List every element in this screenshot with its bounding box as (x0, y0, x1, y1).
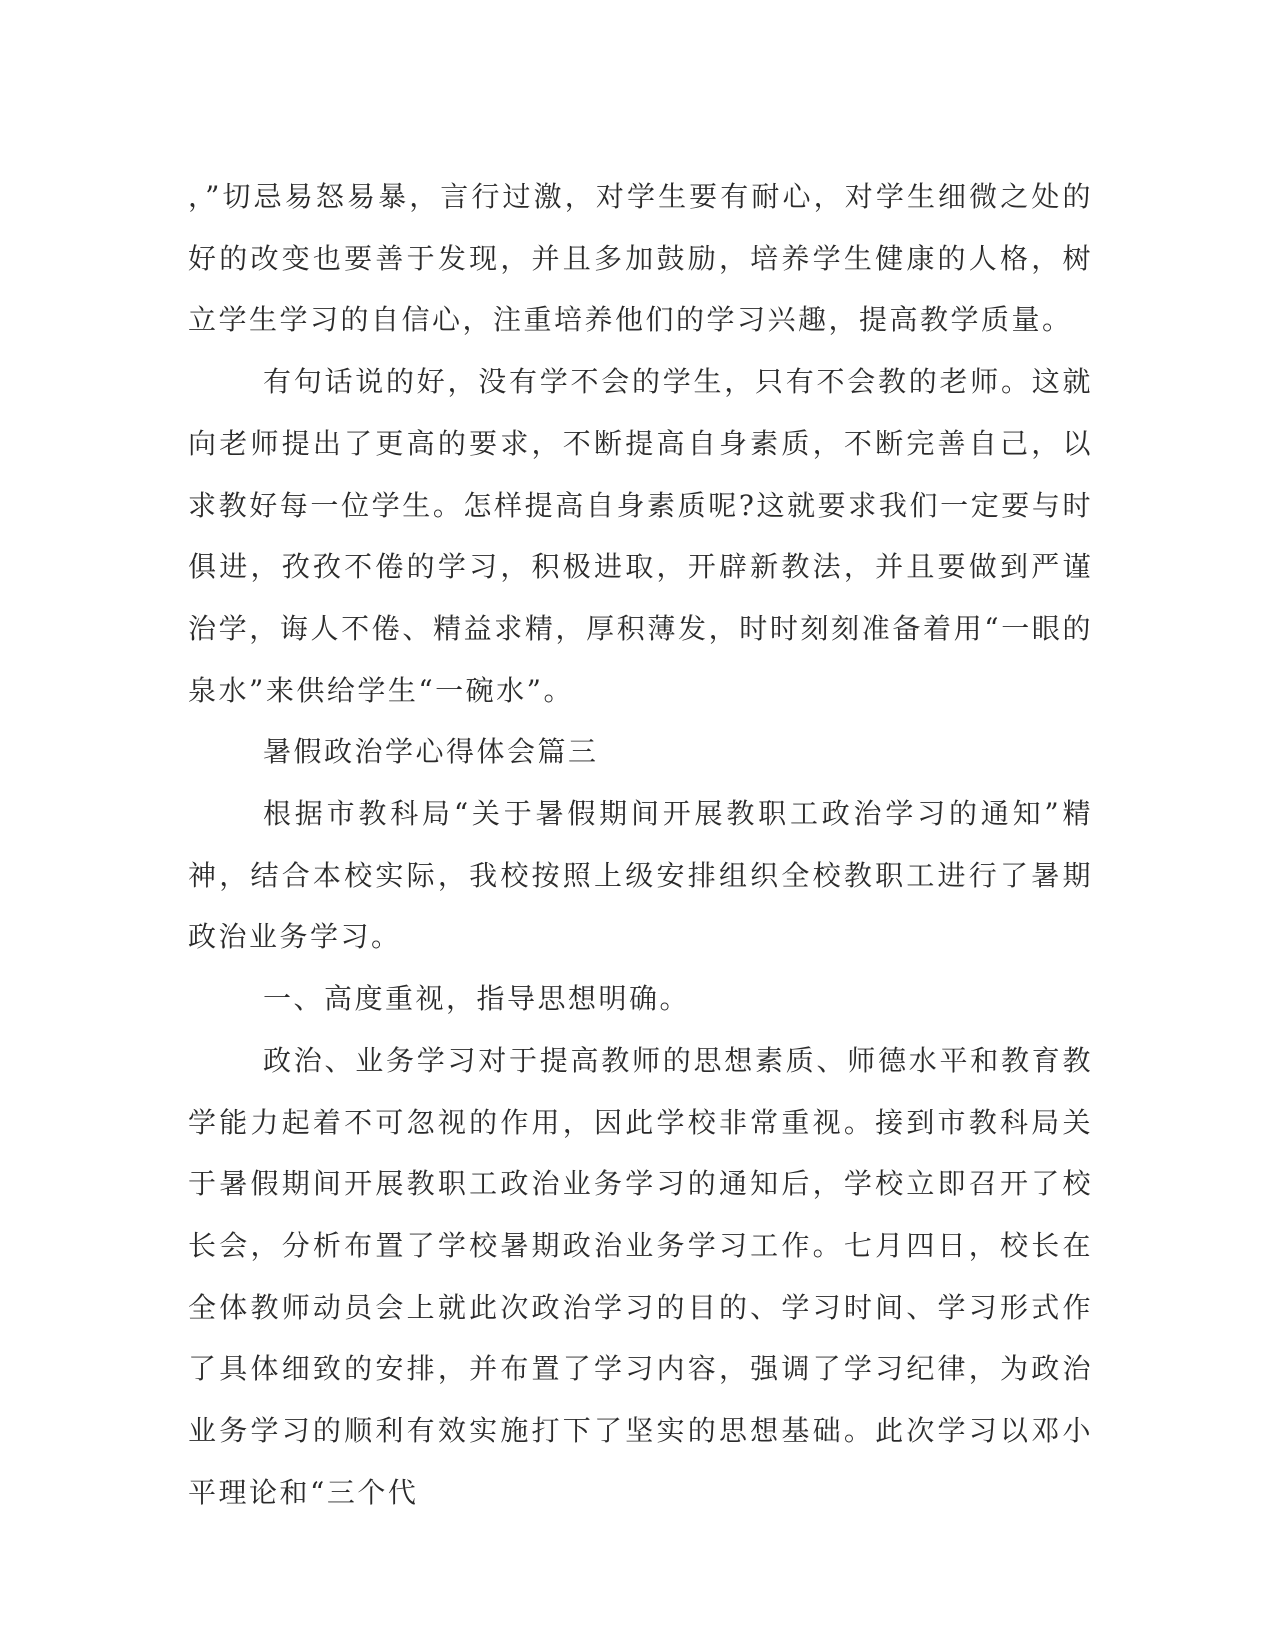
paragraph-notice: 根据市教科局“关于暑假期间开展教职工政治学习的通知”精神，结合本校实际，我校按照上级安排组织全校教职工进行了暑期政治业务学习。 (188, 797, 1093, 954)
paragraph-study-importance: 政治、业务学习对于提高教师的思想素质、师德水平和教育教学能力起着不可忽视的作用，因此学校非常重视。接到市教科局关于暑假期间开展教职工政治业务学习的通知后，学校立即召开了校长会，分析布置了学校暑期政治业务学习工作。七月四日，校长在全体教师动员会上就此次政治学习的目的、学习时间、学习形式作了具体细致的安排，并布置了学习内容，强调了学习纪律，为政治业务学习的顺利有效实施打下了坚实的思想基础。此次学习以邓小平理论和“三个代 (188, 1043, 1093, 1509)
section-heading: 暑假政治学心得体会篇三 (263, 735, 599, 769)
paragraph-continuation: ，”切忌易怒易暴，言行过激，对学生要有耐心，对学生细微之处的好的改变也要善于发现，并且多加鼓励，培养学生健康的人格，树立学生学习的自信心，注重培养他们的学习兴趣，提高教学质量。 (188, 180, 1093, 337)
subheading-one: 一、高度重视，指导思想明确。 (263, 982, 691, 1016)
document-body (188, 166, 1093, 1523)
paragraph-teacher-quality: 有句话说的好，没有学不会的学生，只有不会教的老师。这就向老师提出了更高的要求，不断提高自身素质，不断完善自己，以求教好每一位学生。怎样提高自身素质呢?这就要求我们一定要与时俱进，孜孜不倦的学习，积极进取，开辟新教法，并且要做到严谨治学，诲人不倦、精益求精，厚积薄发，时时刻刻准备着用“一眼的泉水”来供给学生“一碗水”。 (188, 365, 1093, 707)
